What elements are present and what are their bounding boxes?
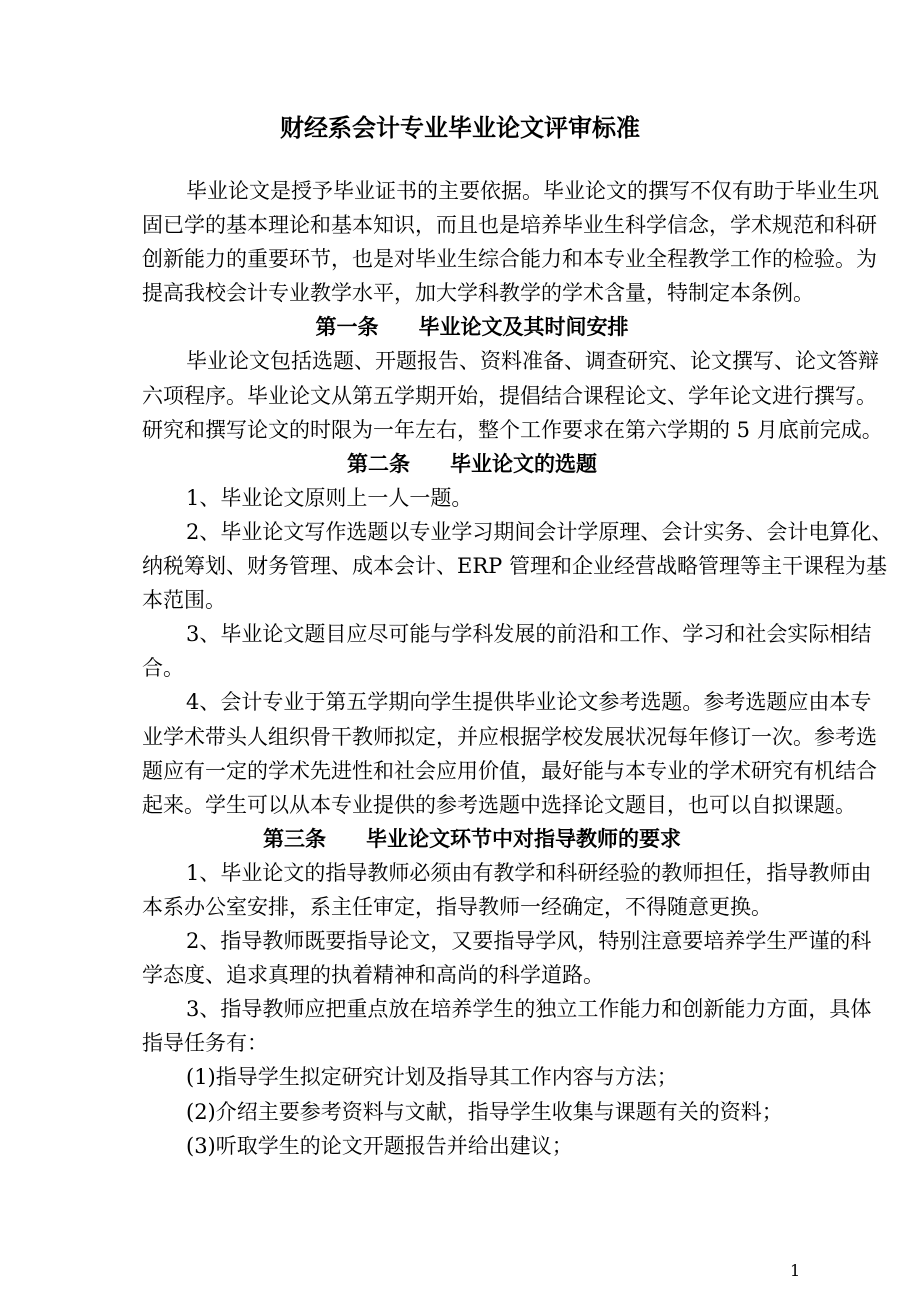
section-heading [142, 310, 802, 344]
paragraph-line: 本系办公室安排，系主任审定，指导教师一经确定，不得随意更换。 [142, 894, 772, 919]
paragraph-line: 毕业论文是授予毕业证书的主要依据。毕业论文的撰写不仅有助于毕业生巩 [186, 179, 879, 203]
paragraph-line: (1)指导学生拟定研究计划及指导其工作内容与方法； [186, 1065, 678, 1090]
paragraph-line: (2)介绍主要参考资料与文献，指导学生收集与课题有关的资料； [186, 1099, 783, 1124]
section-heading [142, 822, 802, 856]
paragraph-line: 1、毕业论文原则上一人一题。 [186, 485, 473, 510]
section-heading [142, 447, 802, 481]
paragraph-line: 提高我校会计专业教学水平，加大学科教学的学术含量，特制定本条例。 [142, 281, 814, 306]
paragraph-line: 学态度、追求真理的执着精神和高尚的科学道路。 [142, 963, 604, 988]
section-number: 第三条 [263, 825, 326, 851]
section-number: 第二条 [347, 450, 410, 476]
section-title: 毕业论文及其时间安排 [418, 314, 629, 340]
paragraph-line: 3、指导教师应把重点放在培养学生的独立工作能力和创新能力方面，具体 [186, 997, 872, 1022]
paragraph-line: 研究和撰写论文的时限为一年左右，整个工作要求在第六学期的 5 月底前完成。 [142, 417, 883, 442]
paragraph-line: 毕业论文包括选题、开题报告、资料准备、调查研究、论文撰写、论文答辩 [186, 349, 879, 374]
document-title: 财经系会计专业毕业论文评审标准 [280, 113, 640, 142]
paragraph-line: 六项程序。毕业论文从第五学期开始，提倡结合课程论文、学年论文进行撰写。 [142, 383, 877, 408]
paragraph-line: 本范围。 [142, 588, 226, 613]
paragraph-line: 1、毕业论文的指导教师必须由有教学和科研经验的教师担任，指导教师由 [186, 860, 872, 885]
paragraph-line: 固已学的基本理论和基本知识，而且也是培养毕业生科学信念，学术规范和科研 [142, 213, 877, 238]
section-title: 毕业论文的选题 [450, 450, 597, 476]
paragraph-line: 业学术带头人组织骨干教师拟定，并应根据学校发展状况每年修订一次。参考选 [142, 724, 877, 749]
page-number: 1 [790, 1261, 801, 1280]
paragraph-line: 纳税筹划、财务管理、成本会计、ERP 管理和企业经营战略管理等主干课程为基 [142, 554, 887, 579]
paragraph-line: 起来。学生可以从本专业提供的参考选题中选择论文题目，也可以自拟课题。 [142, 792, 856, 817]
paragraph-line: 创新能力的重要环节，也是对毕业生综合能力和本专业全程教学工作的检验。为 [142, 247, 877, 272]
document-body [142, 174, 893, 1163]
paragraph-line: 2、毕业论文写作选题以专业学习期间会计学原理、会计实务、会计电算化、 [186, 519, 893, 544]
section-number: 第一条 [315, 314, 379, 340]
paragraph-line: 2、指导教师既要指导论文，又要指导学风，特别注意要培养学生严谨的科 [186, 929, 872, 954]
paragraph-line: 3、毕业论文题目应尽可能与学科发展的前沿和工作、学习和社会实际相结 [186, 622, 872, 647]
paragraph-line: (3)听取学生的论文开题报告并给出建议； [186, 1133, 573, 1158]
paragraph-line: 题应有一定的学术先进性和社会应用价值，最好能与本专业的学术研究有机结合 [142, 758, 877, 783]
paragraph-line: 指导任务有： [142, 1031, 268, 1056]
paragraph-line: 合。 [142, 656, 184, 681]
section-title: 毕业论文环节中对指导教师的要求 [366, 825, 681, 851]
paragraph-line: 4、会计专业于第五学期向学生提供毕业论文参考选题。参考选题应由本专 [186, 690, 872, 715]
